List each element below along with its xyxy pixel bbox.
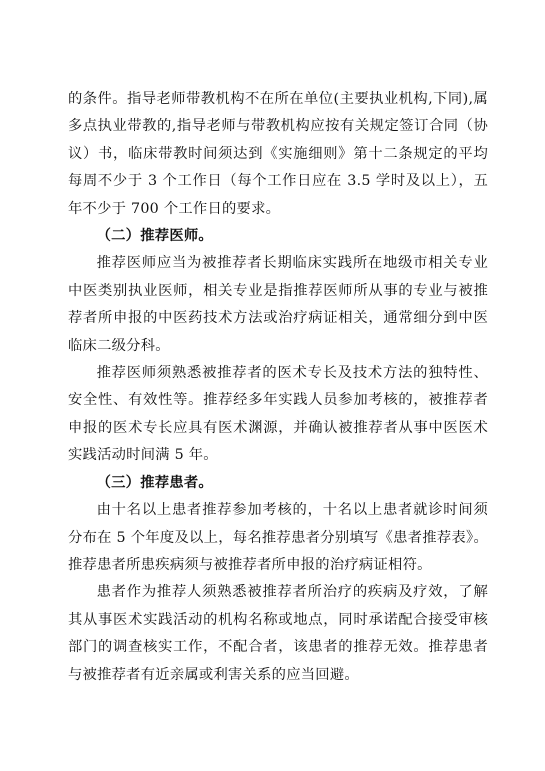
paragraph-physician-familiarity: 推荐医师须熟悉被推荐者的医术专长及技术方法的独特性、安全性、有效性等。推荐经多年实践人员参加考核的，被推荐者申报的医术专长应具有医术渊源，并确认被推荐者从事中医医术实践活动时间满 5 年。 [68,365,488,464]
heading-recommending-physician: （二）推荐医师。 [96,228,213,245]
document-body [68,86,488,689]
paragraph-patient-requirements: 患者作为推荐人须熟悉被推荐者所治疗的疾病及疗效，了解其从事医术实践活动的机构名称或地点，同时承诺配合接受审核部门的调查核实工作，不配合者，该患者的推荐无效。推荐患者与被推荐者有近亲属或利害关系的应当回避。 [68,584,488,683]
heading-recommending-patients: （三）推荐患者。 [96,474,213,491]
paragraph-patient-count: 由十名以上患者推荐参加考核的，十名以上患者就诊时间须分布在 5 个年度及以上，每名推荐患者分别填写《患者推荐表》。推荐患者所患疾病须与被推荐者所申报的治疗病证相符。 [68,502,488,573]
paragraph-physician-qualification: 推荐医师应当为被推荐者长期临床实践所在地级市相关专业中医类别执业医师，相关专业是指推荐医师所从事的专业与被推荐者所申报的中医药技术方法或治疗病证相关，通常细分到中医临床二级分科。 [68,255,488,354]
paragraph-teacher-conditions: 的条件。指导老师带教机构不在所在单位(主要执业机构,下同),属多点执业带教的,指导老师与带教机构应按有关规定签订合同（协议）书，临床带教时间须达到《实施细则》第十二条规定的平均每周不少于 3 个工作日（每个工作日应在 3.5 学时及以上），五年不少于 700 个工作日的要求。 [68,91,488,217]
